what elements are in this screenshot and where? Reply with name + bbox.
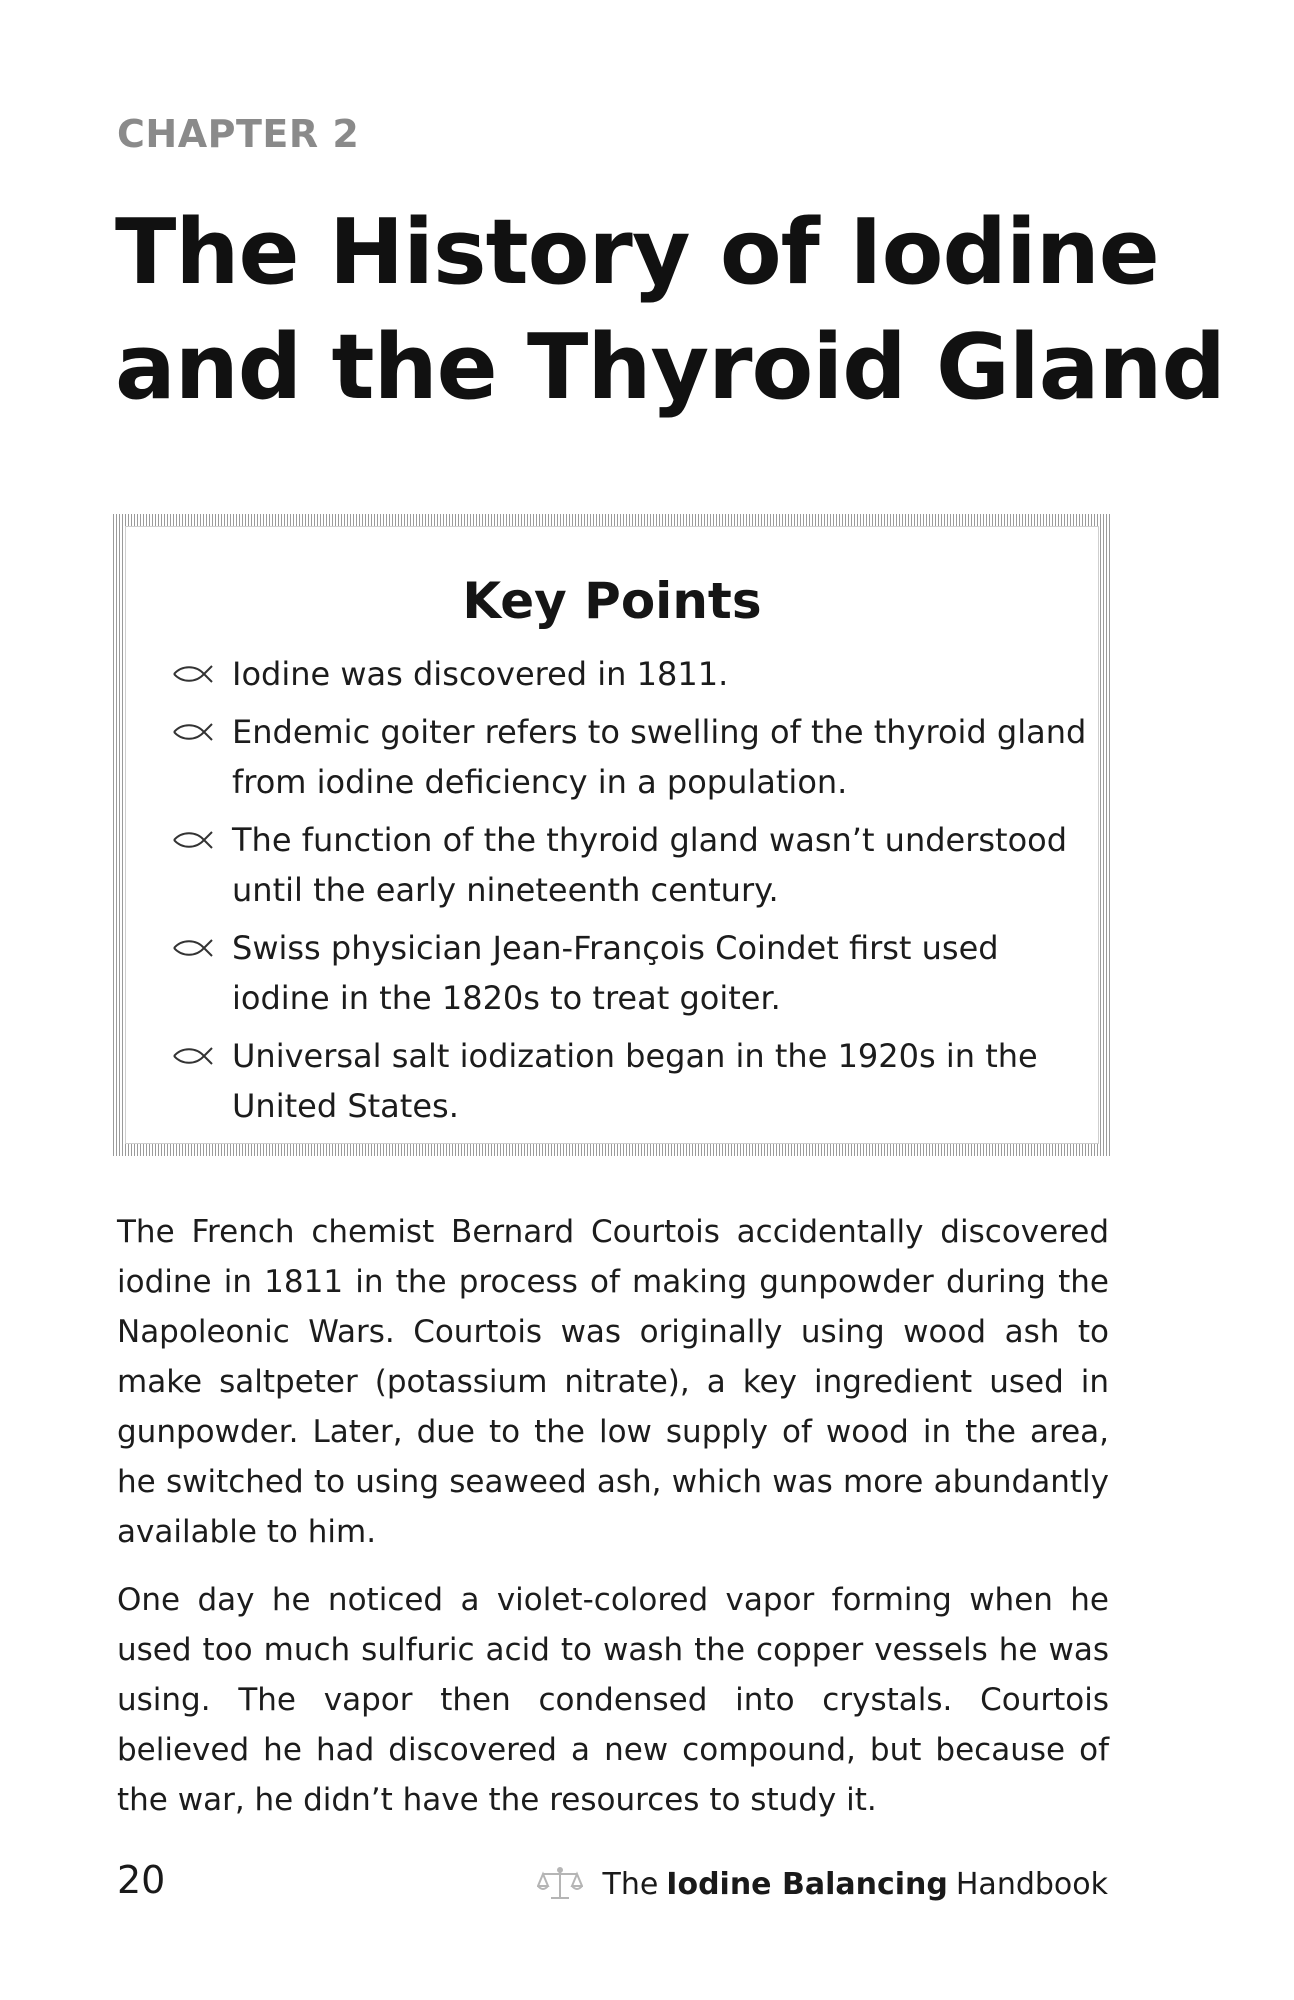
chapter-title-line-1: The History of Iodine: [115, 200, 1159, 305]
key-points-heading: Key Points: [462, 572, 762, 630]
key-points-box: [113, 514, 1111, 1156]
fish-icon: [172, 663, 214, 685]
fish-icon: [172, 937, 214, 959]
page-number: 20: [117, 1858, 166, 1902]
book-title-suffix: Handbook: [955, 1866, 1108, 1902]
key-point-text: The function of the thyroid gland wasn’t understood until the early nineteenth century.: [232, 821, 1068, 909]
key-point-text: Universal salt iodization began in the 1920s in the United States.: [232, 1037, 1038, 1125]
balance-scale-icon: [537, 1866, 583, 1902]
key-point-item: [172, 923, 1092, 1023]
book-title-bold: Iodine Balancing: [666, 1866, 948, 1902]
chapter-title: [115, 195, 1225, 425]
book-title-prefix: The: [602, 1866, 659, 1902]
key-point-text: Endemic goiter refers to swelling of the thyroid gland from iodine deficiency in a population.: [232, 713, 1087, 801]
key-point-item: [172, 649, 1092, 699]
key-point-text: Swiss physician Jean-François Coindet first used iodine in the 1820s to treat goiter.: [232, 929, 999, 1017]
chapter-label: CHAPTER 2: [117, 112, 360, 156]
key-point-item: [172, 707, 1092, 807]
key-point-text: Iodine was discovered in 1811.: [232, 655, 729, 693]
fish-icon: [172, 1045, 214, 1067]
chapter-title-line-2: and the Thyroid Gland: [115, 315, 1225, 420]
key-point-item: [172, 815, 1092, 915]
body-paragraph: The French chemist Bernard Courtois accidentally discovered iodine in 1811 in the process of making gunpowder during the Napoleonic Wars. Courtois was originally using wood ash to make saltpeter (potassium nitrate), a key ingredient used in gunpowder. Later, due to the low supply of wood in the area, he switched to using seaweed ash, which was more abundantly available to him.: [117, 1214, 1109, 1550]
fish-icon: [172, 721, 214, 743]
key-point-item: [172, 1031, 1092, 1131]
body-text: [117, 1207, 1109, 1843]
fish-icon: [172, 829, 214, 851]
running-footer: [537, 1866, 1109, 1902]
body-paragraph: One day he noticed a violet-colored vapor forming when he used too much sulfuric acid to wash the copper vessels he was using. The vapor then condensed into crystals. Courtois believed he had discovered a new compound, but because of the war, he didn’t have the resources to study it.: [117, 1582, 1109, 1818]
key-points-list: [172, 649, 1092, 1139]
